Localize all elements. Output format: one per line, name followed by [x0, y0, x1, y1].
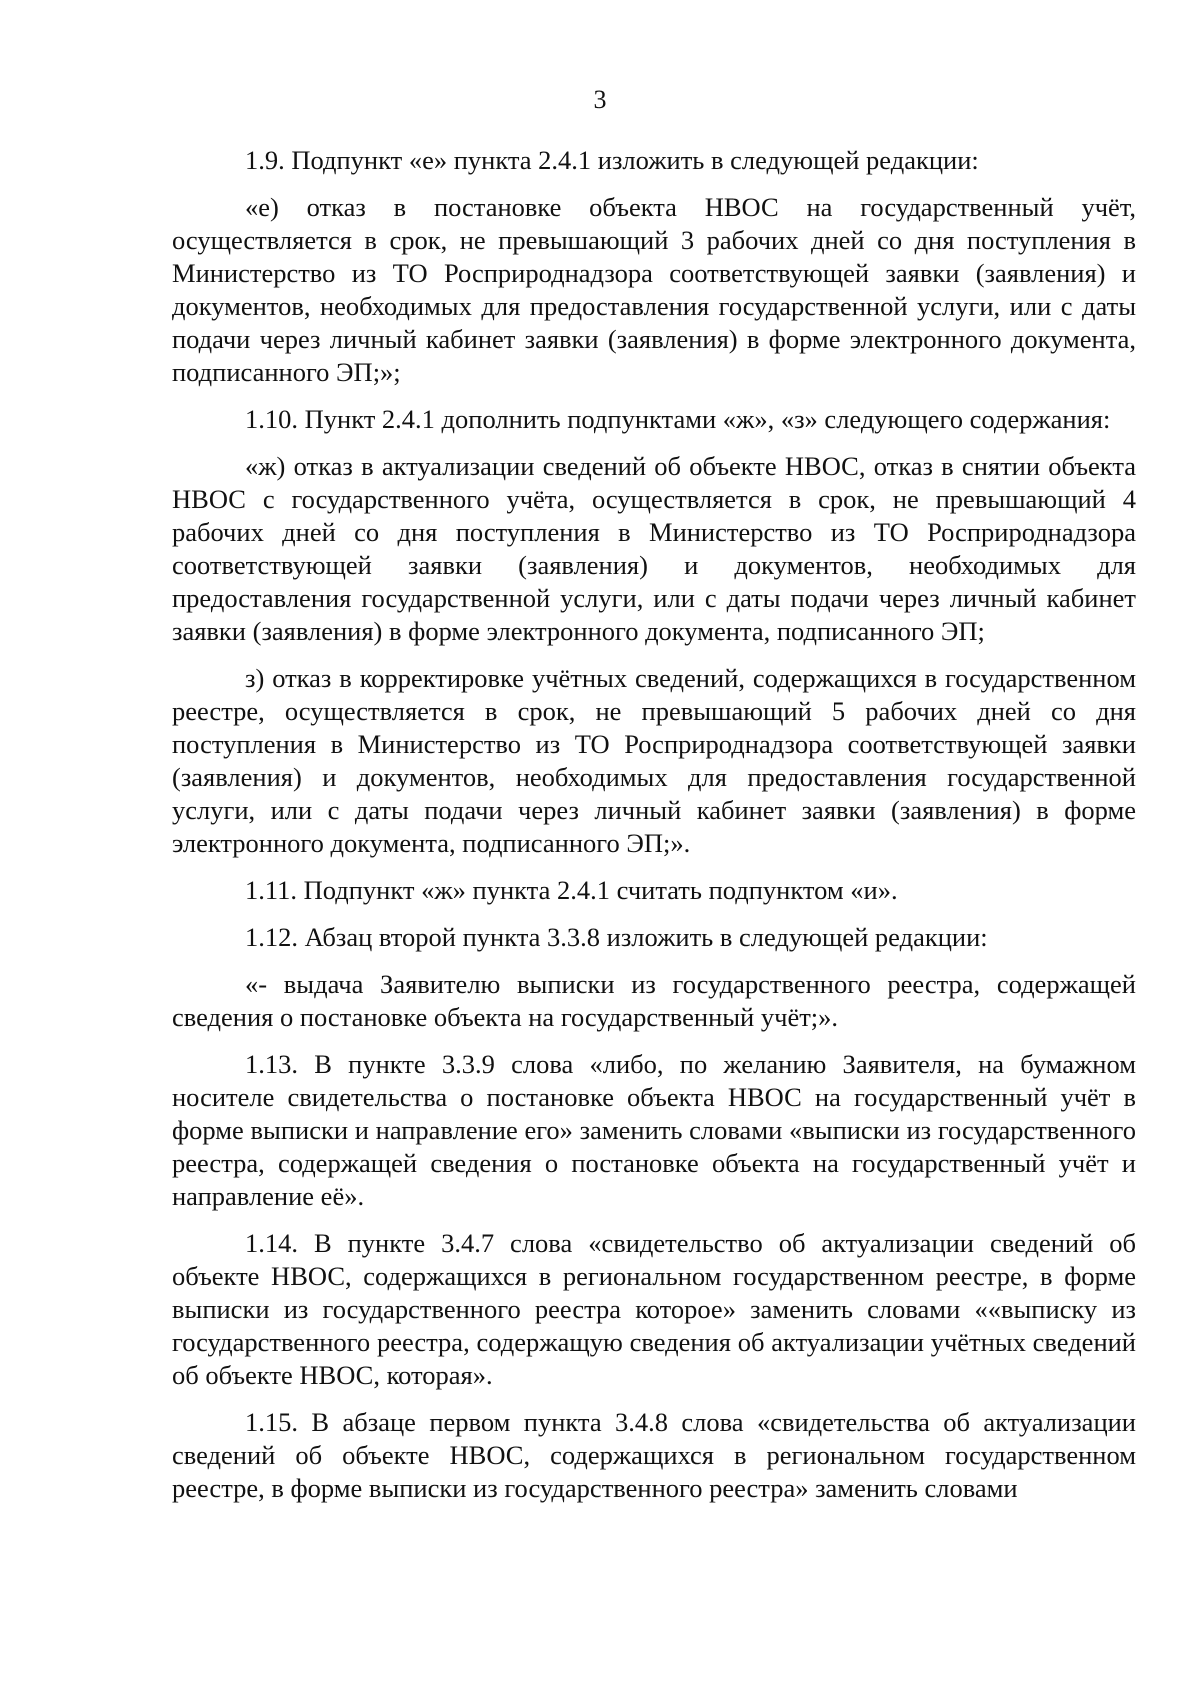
document-body — [172, 144, 1136, 1519]
paragraph-extract-issue: «- выдача Заявителю выписки из государственного реестра, содержащей сведения о постановке объекта на государственный учёт;». — [172, 969, 1136, 1032]
paragraph-1-9: 1.9. Подпункт «е» пункта 2.4.1 изложить в следующей редакции: — [245, 145, 979, 175]
paragraph-1-10: 1.10. Пункт 2.4.1 дополнить подпунктами «ж», «з» следующего содержания: — [245, 404, 1111, 434]
paragraph-1-12: 1.12. Абзац второй пункта 3.3.8 изложить в следующей редакции: — [245, 922, 988, 952]
paragraph-subitem-z: з) отказ в корректировке учётных сведений, содержащихся в государственном реестре, осуществляется в срок, не превышающий 5 рабочих дней со дня поступления в Министерство из ТО Росприроднадзора соответствующей заявки (заявления) и документов, необходимых для предоставления государственной услуги, или с даты подачи через личный кабинет заявки (заявления) в форме электронного документа, подписанного ЭП;». — [172, 663, 1136, 858]
paragraph-1-11: 1.11. Подпункт «ж» пункта 2.4.1 считать подпунктом «и». — [245, 875, 898, 905]
paragraph-1-14: 1.14. В пункте 3.4.7 слова «свидетельство об актуализации сведений об объекте НВОС, содержащихся в региональном государственном реестре, в форме выписки из государственного реестра которое» заменить словами ««выписку из государственного реестра, содержащую сведения об актуализации учётных сведений об объекте НВОС, которая». — [172, 1228, 1136, 1390]
paragraph-subitem-zh: «ж) отказ в актуализации сведений об объекте НВОС, отказ в снятии объекта НВОС с государственного учёта, осуществляется в срок, не превышающий 4 рабочих дней со дня поступления в Министерство из ТО Росприроднадзора соответствующей заявки (заявления) и документов, необходимых для предоставления государственной услуги, или с даты подачи через личный кабинет заявки (заявления) в форме электронного документа, подписанного ЭП; — [172, 451, 1136, 646]
page-number: 3 — [593, 85, 607, 114]
paragraph-subitem-e: «е) отказ в постановке объекта НВОС на государственный учёт, осуществляется в срок, не превышающий 3 рабочих дней со дня поступления в Министерство из ТО Росприроднадзора соответствующей заявки (заявления) и документов, необходимых для предоставления государственной услуги, или с даты подачи через личный кабинет заявки (заявления) в форме электронного документа, подписанного ЭП;»; — [172, 192, 1136, 387]
paragraph-1-15: 1.15. В абзаце первом пункта 3.4.8 слова «свидетельства об актуализации сведений об объекте НВОС, содержащихся в региональном государственном реестре, в форме выписки из государственного реестра» заменить словами — [172, 1407, 1136, 1503]
paragraph-1-13: 1.13. В пункте 3.3.9 слова «либо, по желанию Заявителя, на бумажном носителе свидетельства о постановке объекта НВОС на государственный учёт в форме выписки и направление его» заменить словами «выписки из государственного реестра, содержащей сведения о постановке объекта на государственный учёт и направление её». — [172, 1049, 1136, 1211]
